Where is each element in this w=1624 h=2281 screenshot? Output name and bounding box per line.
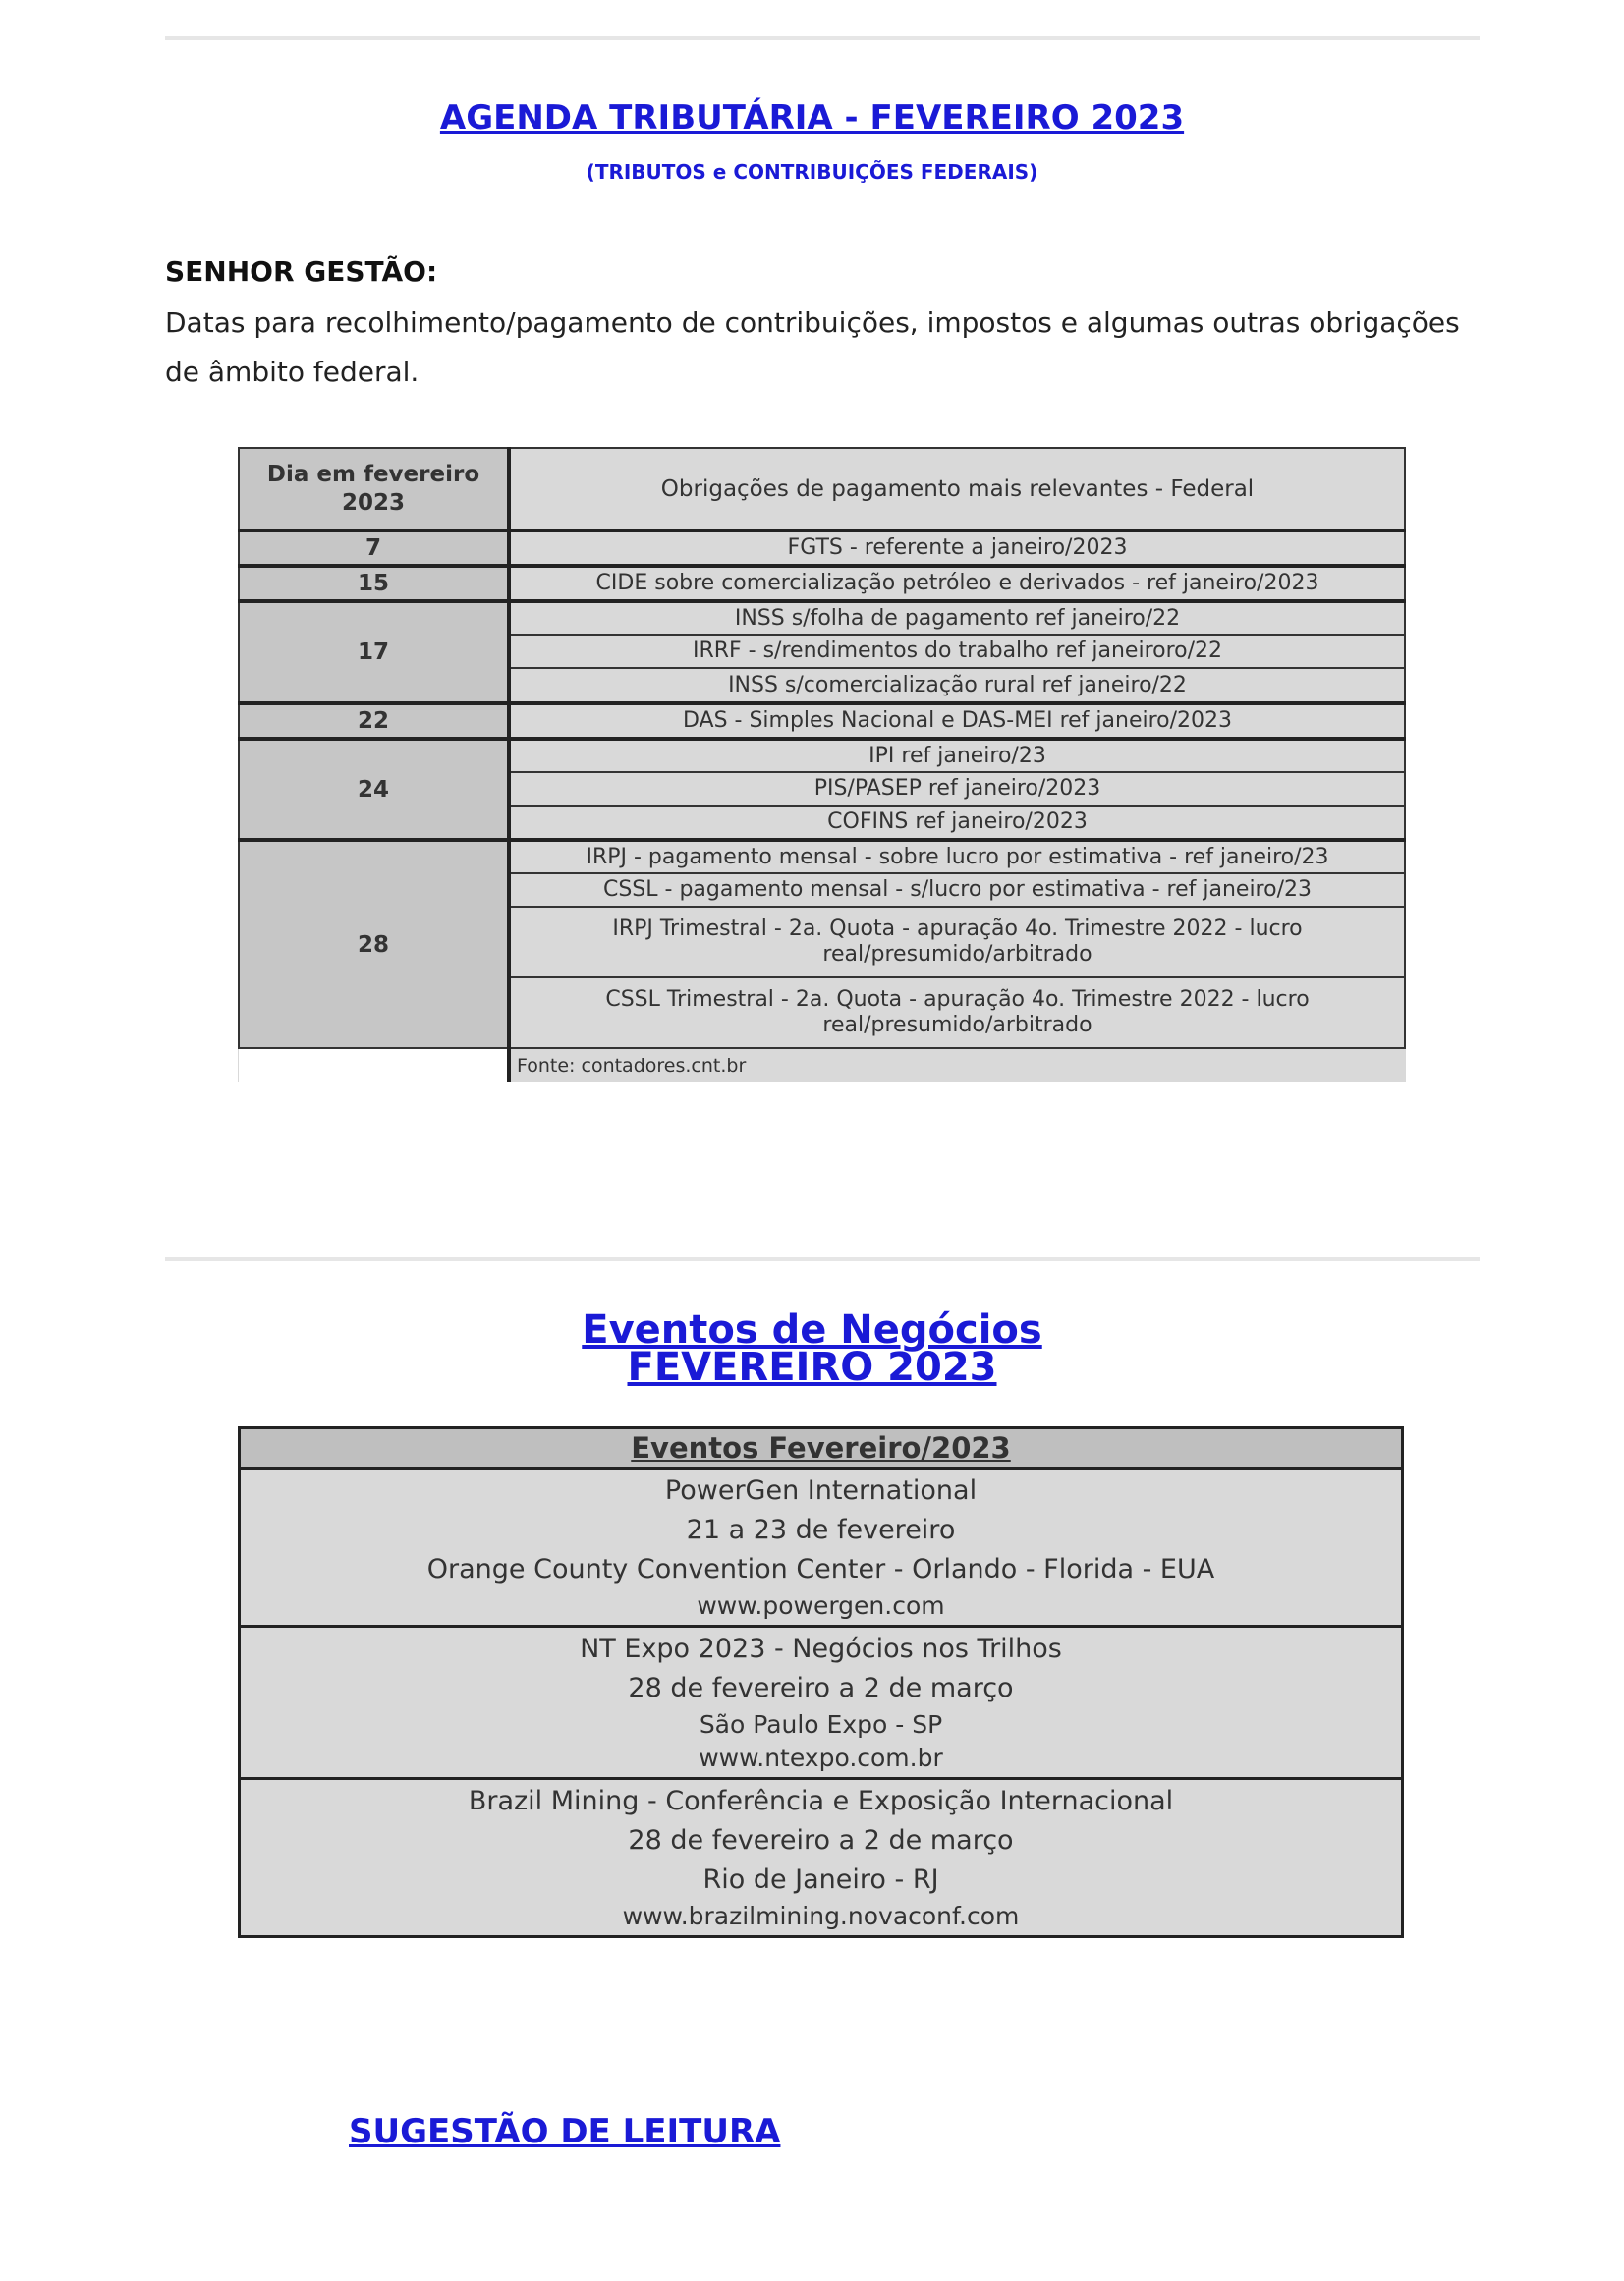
- obligation-cell: COFINS ref janeiro/2023: [509, 806, 1405, 840]
- day-cell: 28: [239, 840, 509, 1048]
- event-dates: 28 de fevereiro a 2 de março: [628, 1825, 1014, 1856]
- day-cell: 7: [239, 530, 509, 566]
- events-title-link[interactable]: [0, 1307, 1624, 1390]
- event-dates: 21 a 23 de fevereiro: [686, 1515, 956, 1545]
- obligation-cell: CIDE sobre comercialização petróleo e derivados - ref janeiro/2023: [509, 566, 1405, 601]
- obligation-cell: PIS/PASEP ref janeiro/2023: [509, 772, 1405, 806]
- section-divider: [165, 1257, 1480, 1261]
- day-cell: 15: [239, 566, 509, 601]
- intro-paragraph: Datas para recolhimento/pagamento de contribuições, impostos e algumas outras obrigações de âmbito federal.: [165, 306, 1460, 388]
- events-title-line2: FEVEREIRO 2023: [627, 1345, 997, 1390]
- day-cell: 24: [239, 739, 509, 840]
- event-site: www.ntexpo.com.br: [699, 1744, 943, 1772]
- obligation-cell: INSS s/comercialização rural ref janeiro/22: [509, 668, 1405, 703]
- event-cell: [240, 1469, 1403, 1627]
- obligation-cell: CSSL Trimestral - 2a. Quota - apuração 4o. Trimestre 2022 - lucro real/presumido/arbitrado: [509, 977, 1405, 1048]
- obligation-cell: IRRF - s/rendimentos do trabalho ref janeiroro/22: [509, 635, 1405, 668]
- day-cell: 22: [239, 703, 509, 739]
- obligation-cell: FGTS - referente a janeiro/2023: [509, 530, 1405, 566]
- table-source: Fonte: contadores.cnt.br: [509, 1048, 1405, 1082]
- agenda-title-link[interactable]: AGENDA TRIBUTÁRIA - FEVEREIRO 2023: [439, 98, 1185, 138]
- event-name: Brazil Mining - Conferência e Exposição Internacional: [468, 1786, 1174, 1816]
- event-venue: Orange County Convention Center - Orlando - Florida - EUA: [426, 1554, 1215, 1585]
- blank-cell: [239, 1048, 509, 1082]
- reading-suggestion-link[interactable]: SUGESTÃO DE LEITURA: [349, 2112, 781, 2151]
- obligation-cell: IRPJ - pagamento mensal - sobre lucro por estimativa - ref janeiro/23: [509, 840, 1405, 873]
- events-table: [238, 1426, 1404, 1938]
- event-name: NT Expo 2023 - Negócios nos Trilhos: [580, 1634, 1062, 1664]
- obligation-cell: IPI ref janeiro/23: [509, 739, 1405, 772]
- day-cell: 17: [239, 601, 509, 703]
- event-dates: 28 de fevereiro a 2 de março: [628, 1673, 1014, 1703]
- event-site: www.brazilmining.novaconf.com: [622, 1902, 1020, 1930]
- tax-calendar-table: [238, 447, 1404, 1088]
- greeting-label: SENHOR GESTÃO:: [165, 255, 438, 288]
- events-title-line1: Eventos de Negócios: [582, 1307, 1042, 1353]
- event-name: PowerGen International: [664, 1475, 978, 1506]
- obligation-cell: DAS - Simples Nacional e DAS-MEI ref janeiro/2023: [509, 703, 1405, 739]
- obligation-cell: INSS s/folha de pagamento ref janeiro/22: [509, 601, 1405, 635]
- obligation-cell: CSSL - pagamento mensal - s/lucro por estimativa - ref janeiro/23: [509, 873, 1405, 907]
- events-table-header: Eventos Fevereiro/2023: [240, 1428, 1403, 1469]
- event-venue: São Paulo Expo - SP: [699, 1710, 943, 1739]
- header-obligations: Obrigações de pagamento mais relevantes - Federal: [509, 448, 1405, 530]
- top-divider: [165, 36, 1480, 40]
- event-cell: [240, 1627, 1403, 1779]
- obligation-cell: IRPJ Trimestral - 2a. Quota - apuração 4o. Trimestre 2022 - lucro real/presumido/arbitrado: [509, 907, 1405, 977]
- event-site: www.powergen.com: [697, 1591, 945, 1620]
- agenda-subtitle: (TRIBUTOS e CONTRIBUIÇÕES FEDERAIS): [586, 160, 1038, 184]
- header-day: Dia em fevereiro 2023: [239, 448, 509, 530]
- event-cell: [240, 1779, 1403, 1937]
- event-venue: Rio de Janeiro - RJ: [702, 1864, 939, 1895]
